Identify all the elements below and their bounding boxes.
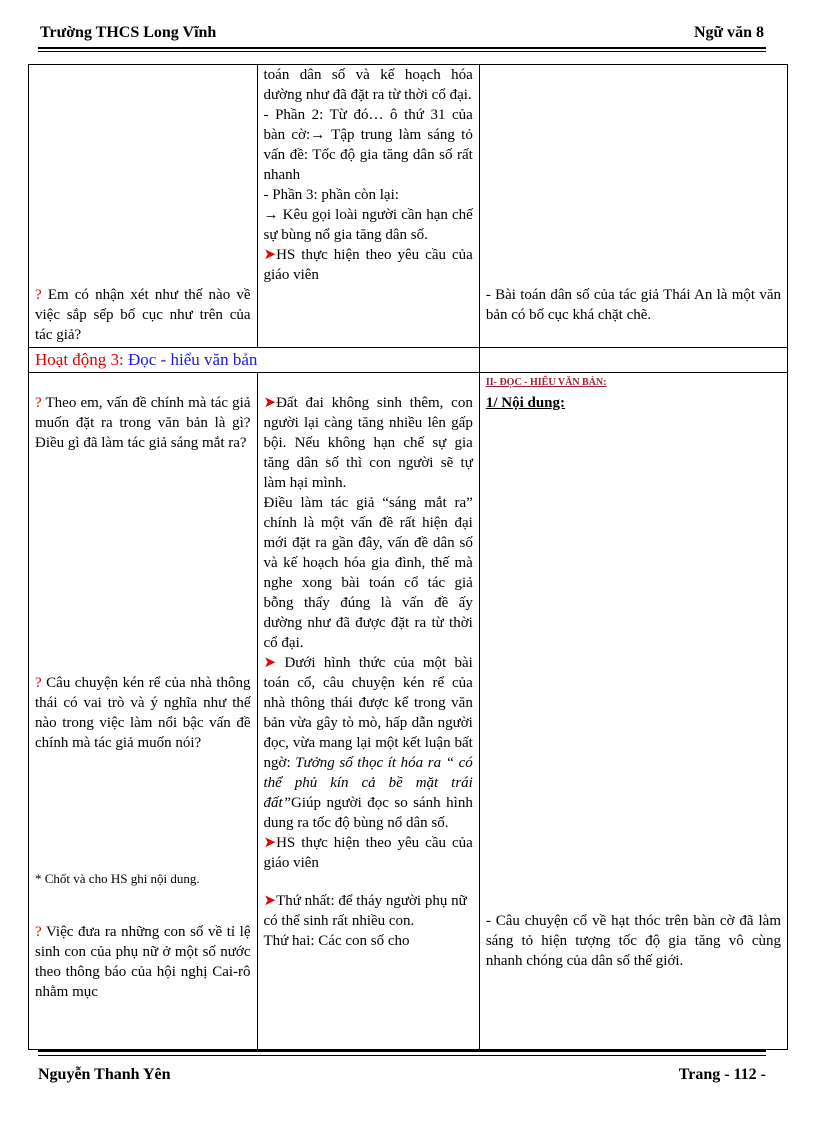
subsection-title: 1/ Nội dung: — [485, 395, 566, 411]
bullet-arrow-icon: ➤ — [263, 247, 277, 263]
bullet-arrow-icon: ➤ — [263, 655, 277, 671]
teacher-note: * Chốt và cho HS ghi nội dung. — [35, 871, 200, 886]
student-answer: Điều làm tác giả “sáng mắt ra” chính là một vấn đề rất hiện đại mới đặt ra gần đây, vấn đề dân số và kế hoạch hóa gia đình, thế mà nghe xong bài toán cổ tác giả bỗng thấy đúng là vấn đề ấy dường như đã được đặt ra từ thời cổ đại. — [263, 495, 473, 651]
student-text: - Phần 3: phần còn lại: — [263, 187, 399, 203]
activity-label: Hoạt động 3: — [35, 350, 124, 369]
activity-empty-cell — [479, 348, 787, 373]
header-divider — [38, 47, 766, 49]
activity-title: Đọc - hiểu văn bản — [128, 350, 258, 369]
student-text: - Phần 2: Từ đó… ô thứ 31 của bàn cờ: — [263, 107, 473, 143]
page-header — [40, 24, 764, 46]
student-answer: Thứ hai: Các con số cho — [263, 933, 410, 949]
arrow-icon: → — [263, 207, 279, 223]
activity-header — [29, 348, 480, 373]
bullet-arrow-icon: ➤ — [263, 395, 277, 411]
section-title: II- ĐỌC - HIỂU VĂN BẢN: — [485, 377, 607, 388]
student-cell — [257, 373, 479, 1050]
arrow-icon: → — [310, 127, 326, 143]
teacher-cell — [29, 65, 258, 348]
student-answer: Dưới hình thức của một bài toán cổ, câu chuyện kén rể của nhà thông thái được kể trong văn bản vừa gây tò mò, hấp dẫn người đọc, vừa mang lại một kết luận bất ngờ: — [263, 655, 473, 771]
student-answer: Giúp người đọc so sánh hình dung ra tốc độ bùng nổ dân số. — [263, 795, 473, 831]
content-cell — [479, 373, 787, 1050]
question-mark-icon: ? — [35, 395, 42, 411]
author-name: Nguyễn Thanh Yên — [38, 1066, 171, 1083]
school-name: Trường THCS Long Vĩnh — [40, 24, 217, 41]
table-row — [29, 65, 788, 348]
student-answer-quote: Tưởng số thọc ít hóa ra “ có thể phủ kín cả bề mặt trái đất” — [263, 755, 473, 811]
question-mark-icon: ? — [35, 924, 42, 940]
bullet-arrow-icon: ➤ — [263, 835, 277, 851]
activity-row — [29, 348, 788, 373]
teacher-question: Việc đưa ra những con số về tỉ lệ sinh con của phụ nữ ở một số nước theo thông báo của hội nghị Cai-rô nhằm mục — [35, 924, 251, 1000]
teacher-question: Câu chuyện kén rể của nhà thông thái có vai trò và ý nghĩa như thế nào trong việc làm nổi bậc vấn đề chính mà tác giả muốn nói? — [35, 675, 251, 751]
student-text: Tập trung làm sáng tỏ vấn đề: Tốc độ gia tăng dân số rất nhanh — [263, 127, 473, 183]
student-text: toán dân số và kế hoạch hóa dường như đã đặt ra từ thời cổ đại. — [263, 67, 473, 103]
content-text: - Câu chuyện cổ về hạt thóc trên bàn cờ đã làm sáng tỏ hiện tượng tốc độ gia tăng vô cùng nhanh chóng của dân số thế giới. — [485, 913, 781, 969]
footer-divider-thin — [38, 1055, 766, 1056]
teacher-cell — [29, 373, 258, 1050]
bullet-arrow-icon: ➤ — [263, 893, 277, 909]
table-row — [29, 373, 788, 1050]
student-text: Kêu gọi loài người cần hạn chế sự bùng nổ gia tăng dân số. — [263, 207, 473, 243]
page-number: Trang - 112 - — [678, 1066, 766, 1083]
student-answer: Đất đai không sinh thêm, con người lại càng tăng nhiều lên gấp bội. Nếu không hạn chế sự gia tăng dân số thì con người sẽ tự làm hại mình. — [263, 395, 473, 491]
student-answer: Thứ nhất: để tháy người phụ nữ có thể sinh rất nhiều con. — [263, 893, 467, 929]
student-answer: HS thực hiện theo yêu cầu của giáo viên — [263, 835, 473, 871]
content-cell — [479, 65, 787, 348]
student-text: HS thực hiện theo yêu cầu của giáo viên — [263, 247, 473, 283]
question-mark-icon: ? — [35, 287, 42, 303]
subject-name: Ngữ văn 8 — [693, 24, 764, 41]
question-mark-icon: ? — [35, 675, 42, 691]
footer-divider — [38, 1050, 766, 1052]
header-divider-thin — [38, 51, 766, 52]
teacher-question: Em có nhận xét như thế nào về việc sắp sếp bố cục như trên của tác giả? — [35, 287, 251, 343]
student-cell — [257, 65, 479, 348]
teacher-question: Theo em, vấn đề chính mà tác giả muốn đặt ra trong văn bản là gì? Điều gì đã làm tác giả sáng mắt ra? — [35, 395, 251, 451]
content-text: - Bài toán dân số của tác giả Thái An là một văn bản có bố cục khá chặt chẽ. — [485, 287, 781, 323]
lesson-table — [28, 64, 788, 1050]
